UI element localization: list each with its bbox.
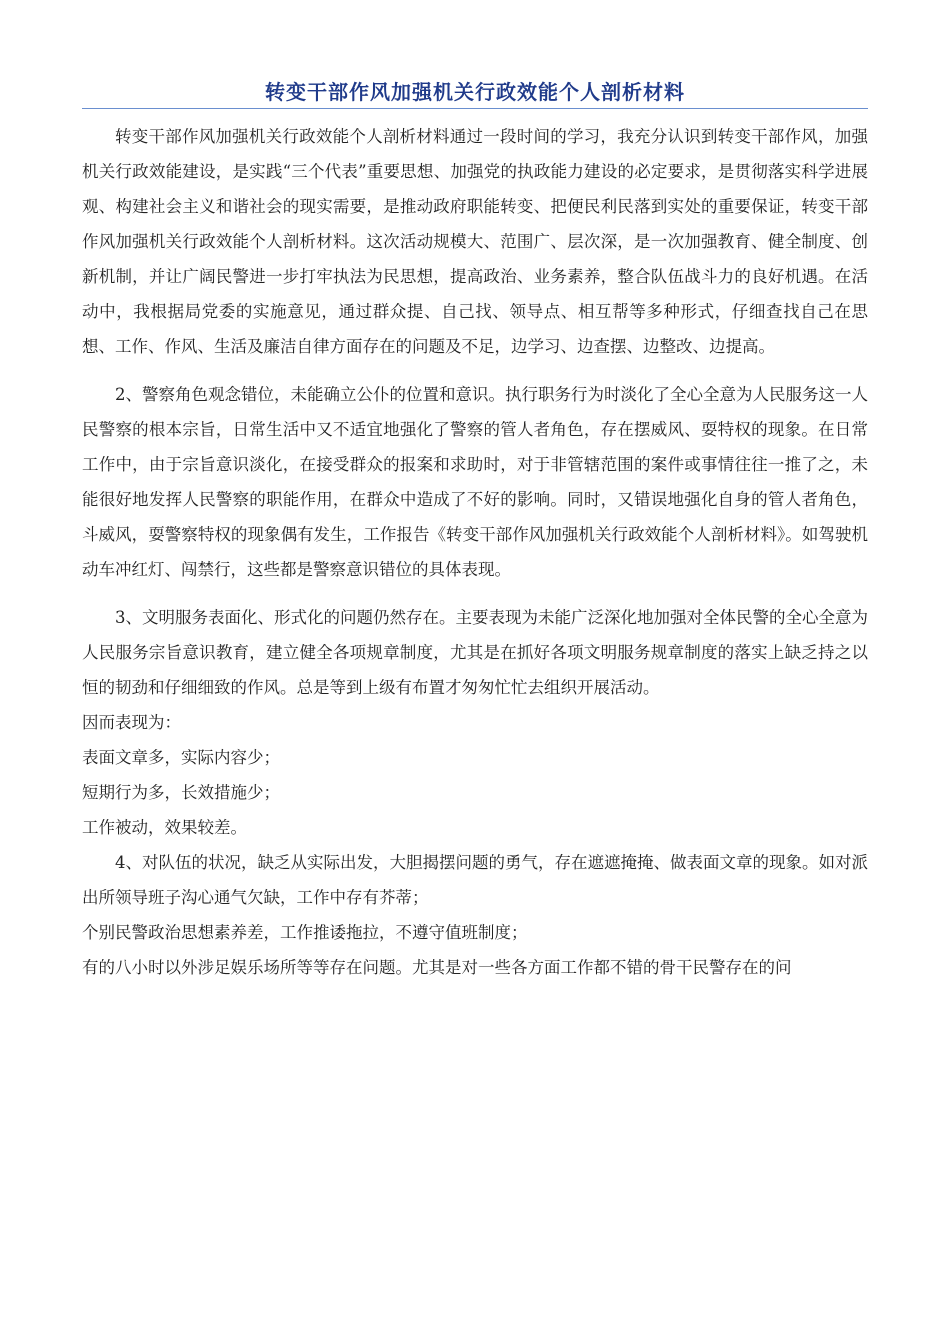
point-3-line: 因而表现为： [82, 713, 181, 732]
document-page [82, 78, 868, 985]
document-title: 转变干部作风加强机关行政效能个人剖析材料 [82, 78, 868, 109]
point-4-line: 个别民警政治思想素养差，工作推诿拖拉，不遵守值班制度； [82, 923, 528, 942]
intro-paragraph: 转变干部作风加强机关行政效能个人剖析材料通过一段时间的学习，我充分认识到转变干部作风，加强机关行政效能建设，是实践“三个代表”重要思想、加强党的执政能力建设的必定要求，是贯彻落实科学进展观、构建社会主义和谐社会的现实需要，是推动政府职能转变、把便民利民落到实处的重要保证，转变干部作风加强机关行政效能个人剖析材料。这次活动规模大、范围广、层次深，是一次加强教育、健全制度、创新机制，并让广阔民警进一步打牢执法为民思想，提高政治、业务素养，整合队伍战斗力的良好机遇。在活动中，我根据局党委的实施意见，通过群众提、自己找、领导点、相互帮等多种形式，仔细查找自己在思想、工作、作风、生活及廉洁自律方面存在的问题及不足，边学习、边查摆、边整改、边提高。 [82, 127, 868, 356]
point-3-line: 短期行为多，长效措施少； [82, 783, 280, 802]
point-3-line: 表面文章多，实际内容少； [82, 748, 280, 767]
point-3-paragraph: 3、文明服务表面化、形式化的问题仍然存在。主要表现为未能广泛深化地加强对全体民警的全心全意为人民服务宗旨意识教育，建立健全各项规章制度，尤其是在抓好各项文明服务规章制度的落实上缺乏持之以恒的韧劲和仔细细致的作风。总是等到上级有布置才匆匆忙忙去组织开展活动。 [82, 608, 868, 697]
point-4-paragraph: 4、对队伍的状况，缺乏从实际出发，大胆揭摆问题的勇气，存在遮遮掩掩、做表面文章的现象。如对派出所领导班子沟心通气欠缺，工作中存有芥蒂； [82, 853, 868, 907]
point-3-line: 工作被动，效果较差。 [82, 818, 247, 837]
point-4-line: 有的八小时以外涉足娱乐场所等等存在问题。尤其是对一些各方面工作都不错的骨干民警存在的问 [82, 958, 792, 977]
point-2-paragraph: 2、警察角色观念错位，未能确立公仆的位置和意识。执行职务行为时淡化了全心全意为人民服务这一人民警察的根本宗旨，日常生活中又不适宜地强化了警察的管人者角色，存在摆威风、耍特权的现象。在日常工作中，由于宗旨意识淡化，在接受群众的报案和求助时，对于非管辖范围的案件或事情往往一推了之，未能很好地发挥人民警察的职能作用，在群众中造成了不好的影响。同时，又错误地强化自身的管人者角色，斗威风，耍警察特权的现象偶有发生，工作报告《转变干部作风加强机关行政效能个人剖析材料》。如驾驶机动车冲红灯、闯禁行，这些都是警察意识错位的具体表现。 [82, 385, 868, 579]
